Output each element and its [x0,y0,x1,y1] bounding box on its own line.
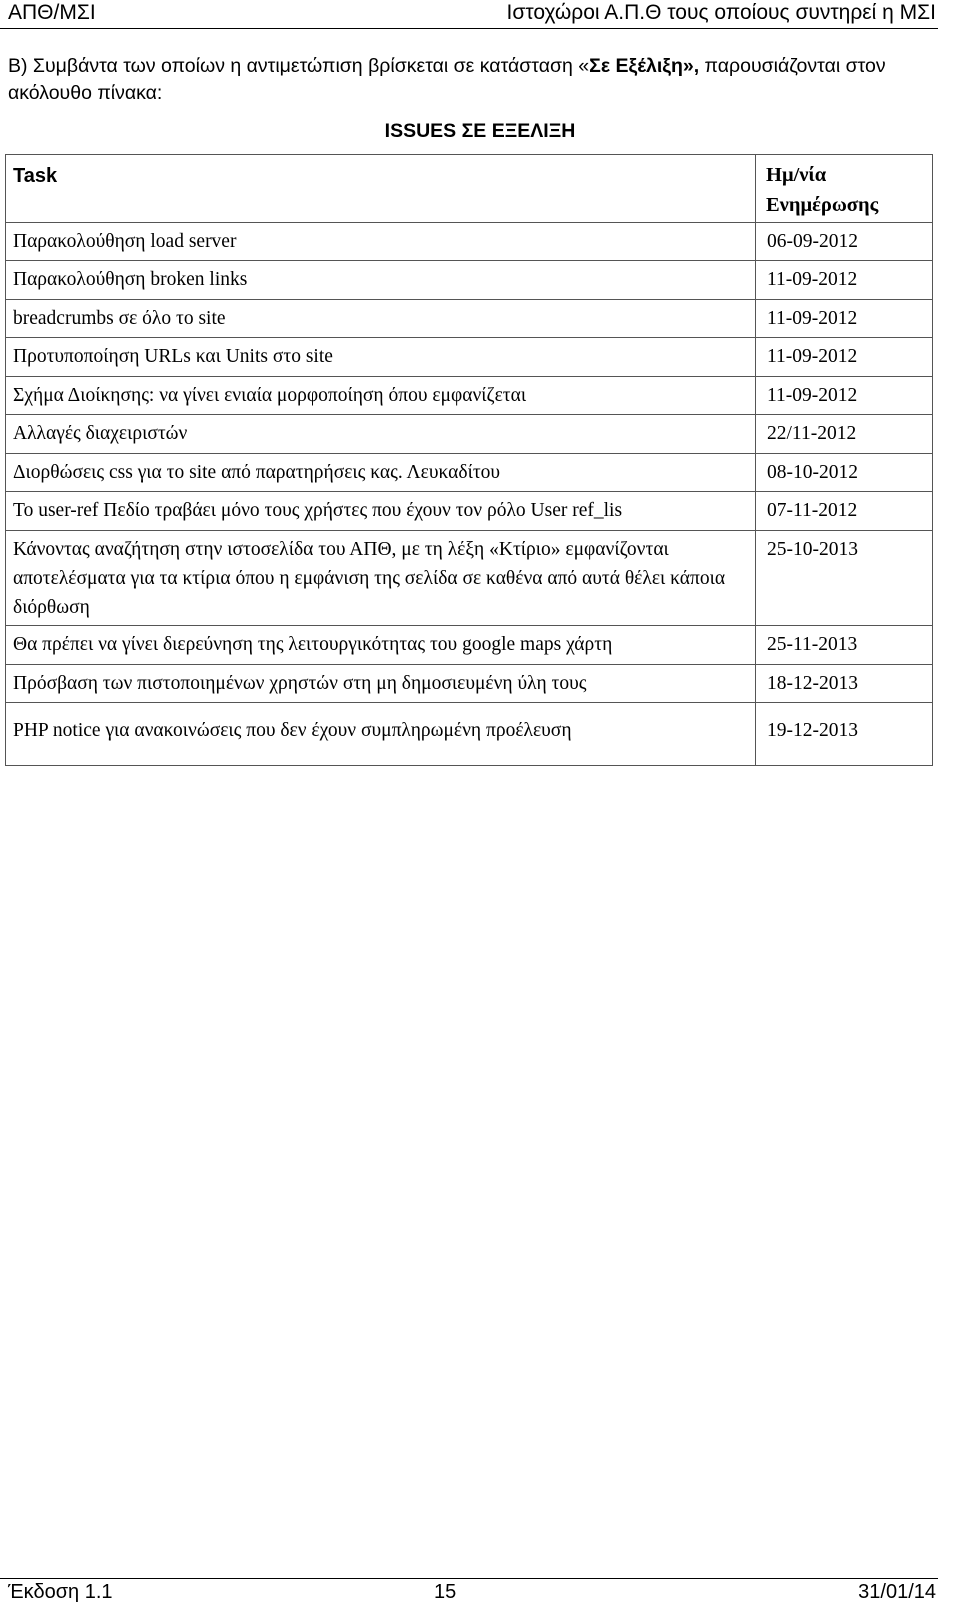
task-cell: Το user-ref Πεδίο τραβάει μόνο τους χρήστες που έχουν τον ρόλο User ref_lis [6,492,756,531]
task-cell: Κάνοντας αναζήτηση στην ιστοσελίδα του ΑΠΘ, με τη λέξη «Κτίριο» εμφανίζονται αποτελέσματα για τα κτίρια όπου η εμφάνιση της σελίδα σε καθένα από αυτά θέλει κάποια διόρθωση [6,531,756,626]
intro-paragraph [8,53,933,107]
header-organization: ΑΠΘ/ΜΣΙ [8,1,96,24]
table-row [6,626,933,665]
footer-date: 31/01/14 [858,1581,936,1603]
footer-rule [0,1578,938,1579]
intro-status: Σε Εξέλιξη», [589,55,700,77]
task-cell: PHP notice για ανακοινώσεις που δεν έχουν συμπληρωμένη προέλευση [6,703,756,766]
column-header-date: Ημ/νία Ενημέρωσης [756,155,933,223]
date-cell: 11-09-2012 [756,338,933,377]
issues-table [5,154,933,766]
task-cell: Προτυποποίηση URLs και Units στο site [6,338,756,377]
page-header [0,0,960,44]
date-cell: 19-12-2013 [756,703,933,766]
date-cell: 18-12-2013 [756,665,933,703]
table-row [6,377,933,415]
table-row [6,415,933,454]
table-row [6,223,933,261]
task-cell: Διορθώσεις css για το site από παρατηρήσεις κας. Λευκαδίτου [6,454,756,492]
header-rule [0,28,938,29]
date-cell: 11-09-2012 [756,377,933,415]
table-title: ISSUES ΣΕ ΕΞΕΛΙΞΗ [384,120,576,142]
table-header-row [6,155,933,223]
column-header-task: Task [6,155,756,223]
task-cell: Παρακολούθηση broken links [6,261,756,300]
date-cell: 25-10-2013 [756,531,933,626]
task-cell: Αλλαγές διαχειριστών [6,415,756,454]
intro-prefix: Β) Συμβάντα των οποίων η αντιμετώπιση βρίσκεται σε κατάσταση « [8,55,590,77]
date-cell: 08-10-2012 [756,454,933,492]
date-cell: 11-09-2012 [756,300,933,338]
date-cell: 25-11-2013 [756,626,933,665]
intro-suffix: παρουσιάζονται στον ακόλουθο πίνακα: [8,55,886,104]
table-row [6,703,933,766]
table-row [6,338,933,377]
date-cell: 22/11-2012 [756,415,933,454]
footer-version: Έκδοση 1.1 [8,1581,113,1603]
table-row [6,300,933,338]
table-row [6,454,933,492]
table-row [6,261,933,300]
task-cell: breadcrumbs σε όλο το site [6,300,756,338]
task-cell: Παρακολούθηση load server [6,223,756,261]
date-cell: 11-09-2012 [756,261,933,300]
header-document-title: Ιστοχώροι Α.Π.Θ τους οποίους συντηρεί η ΜΣΙ [506,1,936,24]
date-cell: 07-11-2012 [756,492,933,531]
task-cell: Θα πρέπει να γίνει διερεύνηση της λειτουργικότητας του google maps χάρτη [6,626,756,665]
task-cell: Πρόσβαση των πιστοποιημένων χρηστών στη μη δημοσιευμένη ύλη τους [6,665,756,703]
table-row [6,492,933,531]
table-row [6,531,933,626]
task-cell: Σχήμα Διοίκησης: να γίνει ενιαία μορφοποίηση όπου εμφανίζεται [6,377,756,415]
date-cell: 06-09-2012 [756,223,933,261]
table-row [6,665,933,703]
footer-page-number: 15 [434,1581,457,1603]
